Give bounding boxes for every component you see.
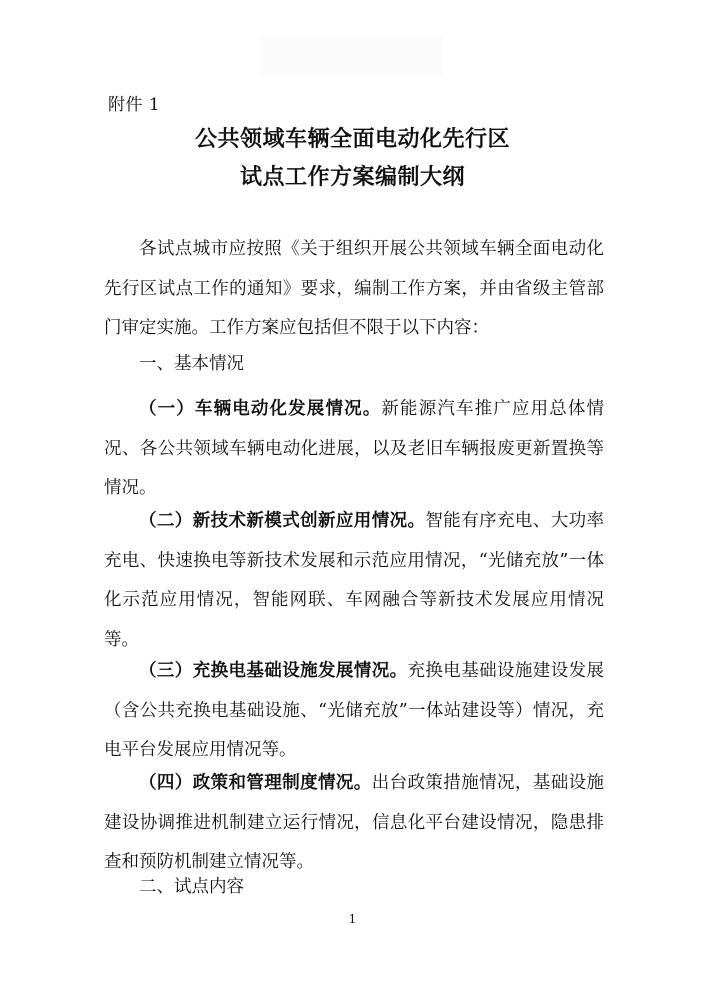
item-label: （四）政策和管理制度情况。 — [139, 773, 372, 793]
intro-paragraph: 各试点城市应按照《关于组织开展公共领域车辆全面电动化先行区试点工作的通知》要求，编制工作方案，并由省级主管部门审定实施。工作方案应包括但不限于以下内容： — [104, 239, 604, 338]
item-label: （三）充换电基础设施发展情况。 — [139, 661, 408, 681]
item-text: 出台政策措施情况，基础设施建设协调推进机制建立运行情况，信息化平台建设情况，隐患排查和预防机制建立情况等。 — [104, 773, 605, 872]
attachment-label: 附件 1 — [108, 95, 161, 115]
item-paragraph — [104, 390, 604, 509]
document-title-line-1: 公共领域车辆全面电动化先行区 — [194, 126, 510, 152]
item-paragraph — [104, 502, 604, 660]
page-number: 1 — [348, 912, 357, 926]
item-paragraph — [104, 764, 604, 883]
item-label: （二）新技术新模式创新应用情况。 — [139, 511, 426, 531]
document-title-line-2: 试点工作方案编制大纲 — [239, 164, 465, 190]
item-text: 充换电基础设施建设发展（含公共充换电基础设施、“光储充放”一体站建设等）情况，充电平台发展应用情况等。 — [104, 661, 604, 760]
item-text: 智能有序充电、大功率充电、快速换电等新技术发展和示范应用情况，“光储充放”一体化示范应用情况，智能网联、车网融合等新技术发展应用情况等。 — [104, 511, 605, 650]
item-label: （一）车辆电动化发展情况。 — [139, 399, 382, 419]
item-text: 新能源汽车推广应用总体情况、各公共领域车辆电动化进展，以及老旧车辆报废更新置换等情况。 — [104, 399, 605, 498]
item-paragraph — [104, 652, 604, 771]
section-heading-basic-situation: 一、基本情况 — [139, 354, 244, 374]
section-heading-pilot-content: 二、试点内容 — [139, 877, 244, 897]
